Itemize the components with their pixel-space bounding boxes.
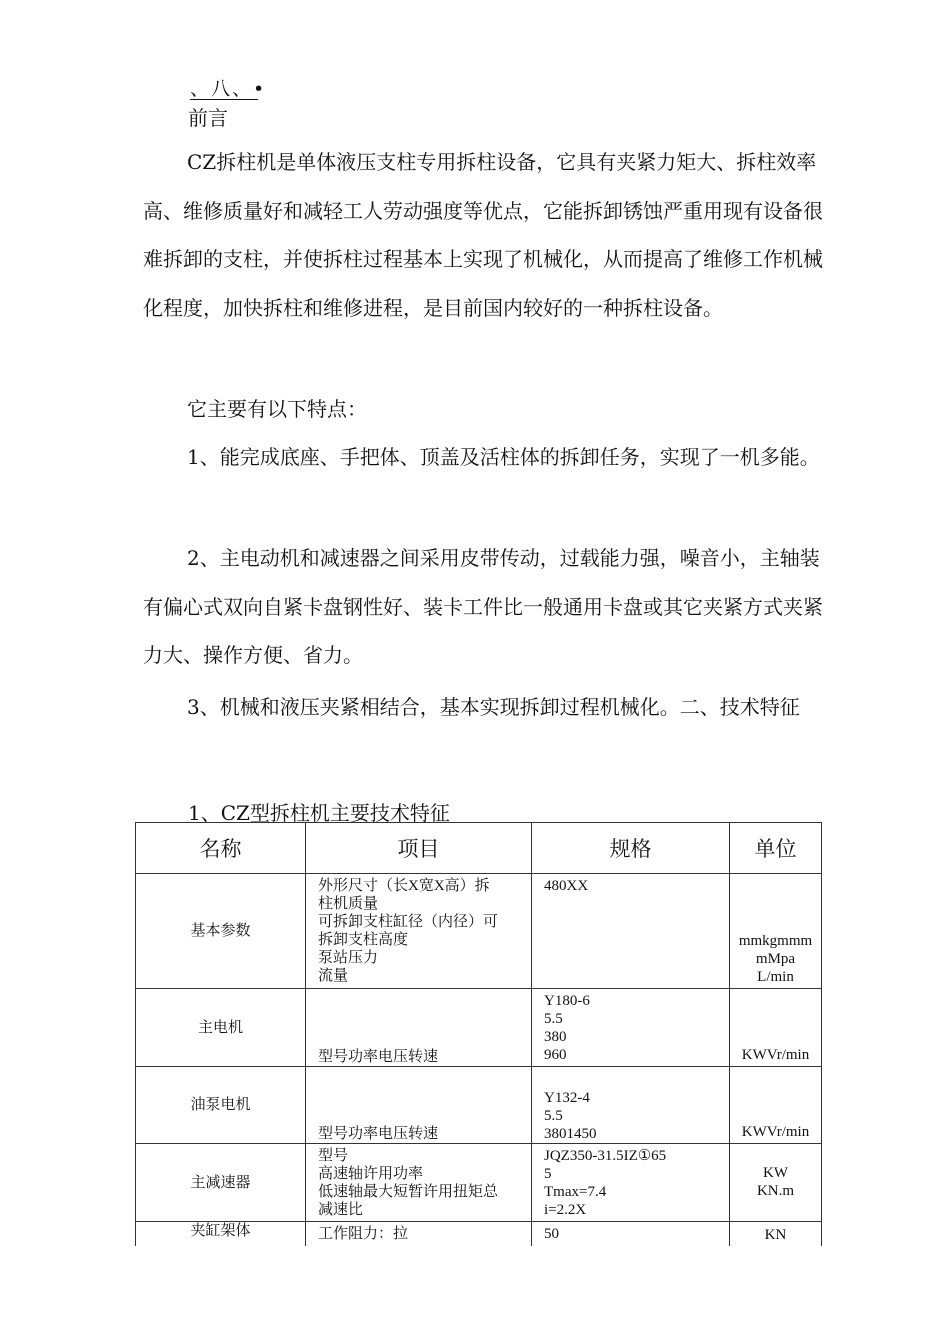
row-spec: JQZ350-31.5IZ①65 5 Tmax=7.4 i=2.2X (532, 1144, 730, 1222)
row-name: 夹缸架体 (136, 1222, 306, 1250)
header-name: 名称 (136, 823, 306, 874)
row-spec: Y132-4 5.5 3801450 (532, 1067, 730, 1144)
row-spec: Y180-6 5.5 380 960 (532, 989, 730, 1067)
header-spec: 规格 (532, 823, 730, 874)
row-spec: 480XX (532, 874, 730, 989)
table-header-row (136, 823, 822, 874)
feature-3: 3、机械和液压夹紧相结合，基本实现拆卸过程机械化。二、技术特征 (187, 695, 800, 719)
row-unit: KWVr/min (730, 1067, 822, 1144)
table-caption: 1、CZ型拆柱机主要技术特征 (188, 801, 450, 825)
row-item: 型号 高速轴许用功率 低速轴最大短暂许用扭矩总 减速比 (306, 1144, 532, 1222)
heading-mark: 、八、• (190, 74, 266, 101)
row-unit: KW KN.m (730, 1144, 822, 1222)
row-name: 主减速器 (136, 1144, 306, 1222)
features-intro: 它主要有以下特点： (187, 397, 367, 421)
header-item: 项目 (306, 823, 532, 874)
row-name: 油泵电机 (136, 1067, 306, 1144)
table-row (136, 1144, 822, 1222)
table-row (136, 989, 822, 1067)
row-name: 主电机 (136, 989, 306, 1067)
table-row (136, 1067, 822, 1144)
row-spec: 50 (532, 1222, 730, 1250)
row-item: 工作阻力：拉 (306, 1222, 532, 1250)
section-title: 前言 (188, 106, 228, 130)
table-row (136, 874, 822, 989)
feature-2: 2、主电动机和减速器之间采用皮带传动，过载能力强，噪音小，主轴装有偏心式双向自紧卡盘钢性好、装卡工件比一般通用卡盘或其它夹紧方式夹紧力大、操作方便、省力。 (143, 546, 823, 667)
feature-1: 1、能完成底座、手把体、顶盖及活柱体的拆卸任务，实现了一机多能。 (187, 445, 820, 469)
intro-paragraph: CZ拆柱机是单体液压支柱专用拆柱设备，它具有夹紧力矩大、拆柱效率高、维修质量好和减轻工人劳动强度等优点，它能拆卸锈蚀严重用现有设备很难拆卸的支柱，并使拆柱过程基本上实现了机械化，从而提高了维修工作机械化程度，加快拆柱和维修进程，是目前国内较好的一种拆柱设备。 (143, 150, 823, 320)
header-unit: 单位 (730, 823, 822, 874)
page-bottom-margin (0, 1246, 950, 1344)
row-unit: KWVr/min (730, 989, 822, 1067)
row-item: 外形尺寸（长X宽X高）拆 柱机质量 可拆卸支柱缸径（内径）可 拆卸支柱高度 泵站压力 流量 (306, 874, 532, 989)
row-item: 型号功率电压转速 (306, 1067, 532, 1144)
row-unit: mmkgmmm mMpa L/min (730, 874, 822, 989)
row-item: 型号功率电压转速 (306, 989, 532, 1067)
row-name: 基本参数 (136, 874, 306, 989)
row-unit: KN (730, 1222, 822, 1250)
spec-table (135, 822, 822, 1250)
